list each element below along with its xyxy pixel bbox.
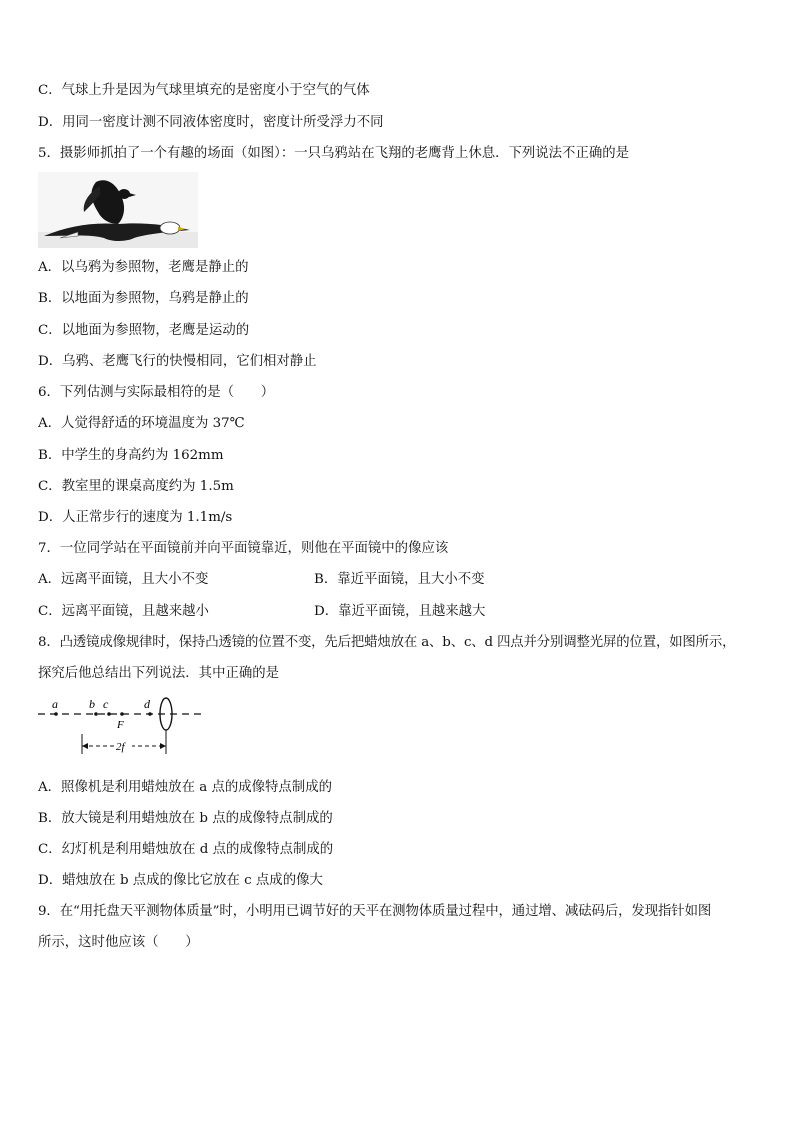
label-F: F — [117, 719, 124, 731]
crow-eagle-illustration — [38, 172, 198, 248]
q6-option-c: C．教室里的课桌高度约为 1.5m — [38, 479, 234, 494]
label-b: b — [89, 697, 95, 711]
q5-option-a: A．以乌鸦为参照物，老鹰是静止的 — [38, 260, 249, 275]
q8-option-d: D．蜡烛放在 b 点成的像比它放在 c 点成的像大 — [38, 873, 323, 888]
crow-eagle-photo — [38, 172, 198, 248]
q6-option-b: B．中学生的身高约为 162mm — [38, 448, 224, 463]
q6-stem: 6．下列估测与实际最相符的是（ ） — [38, 385, 275, 400]
point-a-dot — [54, 712, 58, 716]
q7-option-d: D．靠近平面镜，且越来越大 — [314, 604, 486, 619]
q4-option-c: C．气球上升是因为气球里填充的是密度小于空气的气体 — [38, 83, 370, 98]
arrow-right-icon — [160, 743, 166, 749]
q5-option-d: D．乌鸦、老鹰飞行的快慢相同，它们相对静止 — [38, 354, 317, 369]
q4-option-d: D．用同一密度计测不同液体密度时，密度计所受浮力不同 — [38, 115, 384, 130]
q7-option-c: C．远离平面镜，且越来越小 — [38, 604, 209, 619]
arrow-left-icon — [82, 743, 88, 749]
lens-diagram — [36, 694, 206, 758]
lens-diagram-svg — [36, 694, 206, 758]
q7-stem: 7．一位同学站在平面镜前并向平面镜靠近，则他在平面镜中的像应该 — [38, 541, 449, 556]
q9-stem-line2: 所示，这时他应该（ ） — [38, 935, 199, 950]
q8-option-a: A．照像机是利用蜡烛放在 a 点的成像特点制成的 — [38, 780, 332, 795]
focal-point-dot — [120, 712, 124, 716]
q6-option-d: D．人正常步行的速度为 1.1m/s — [38, 510, 233, 525]
q8-stem-line2: 探究后他总结出下列说法．其中正确的是 — [38, 666, 280, 681]
q8-stem-line1: 8．凸透镜成像规律时，保持凸透镜的位置不变，先后把蜡烛放在 a、b、c、d 四点并分别调整光屏的位置，如图所示， — [38, 635, 736, 650]
point-b-dot — [94, 712, 98, 716]
point-d-dot — [148, 712, 152, 716]
label-a: a — [52, 697, 58, 711]
q6-option-a: A．人觉得舒适的环境温度为 37℃ — [38, 416, 245, 431]
q8-option-c: C．幻灯机是利用蜡烛放在 d 点的成像特点制成的 — [38, 842, 334, 857]
label-d: d — [144, 697, 150, 711]
label-c: c — [103, 697, 109, 711]
q7-option-a: A．远离平面镜，且大小不变 — [38, 572, 209, 587]
q8-option-b: B．放大镜是利用蜡烛放在 b 点的成像特点制成的 — [38, 811, 333, 826]
label-2f: 2f — [116, 741, 125, 753]
q5-stem: 5．摄影师抓拍了一个有趣的场面（如图）：一只乌鸦站在飞翔的老鹰背上休息．下列说法不正确的是 — [38, 146, 630, 161]
q7-option-b: B．靠近平面镜，且大小不变 — [314, 572, 485, 587]
point-c-dot — [107, 712, 111, 716]
q5-option-c: C．以地面为参照物，老鹰是运动的 — [38, 323, 250, 338]
q5-option-b: B．以地面为参照物，乌鸦是静止的 — [38, 291, 249, 306]
q9-stem-line1: 9．在“用托盘天平测物体质量”时，小明用已调节好的天平在测物体质量过程中，通过增、减砝码后，发现指针如图 — [38, 904, 712, 919]
